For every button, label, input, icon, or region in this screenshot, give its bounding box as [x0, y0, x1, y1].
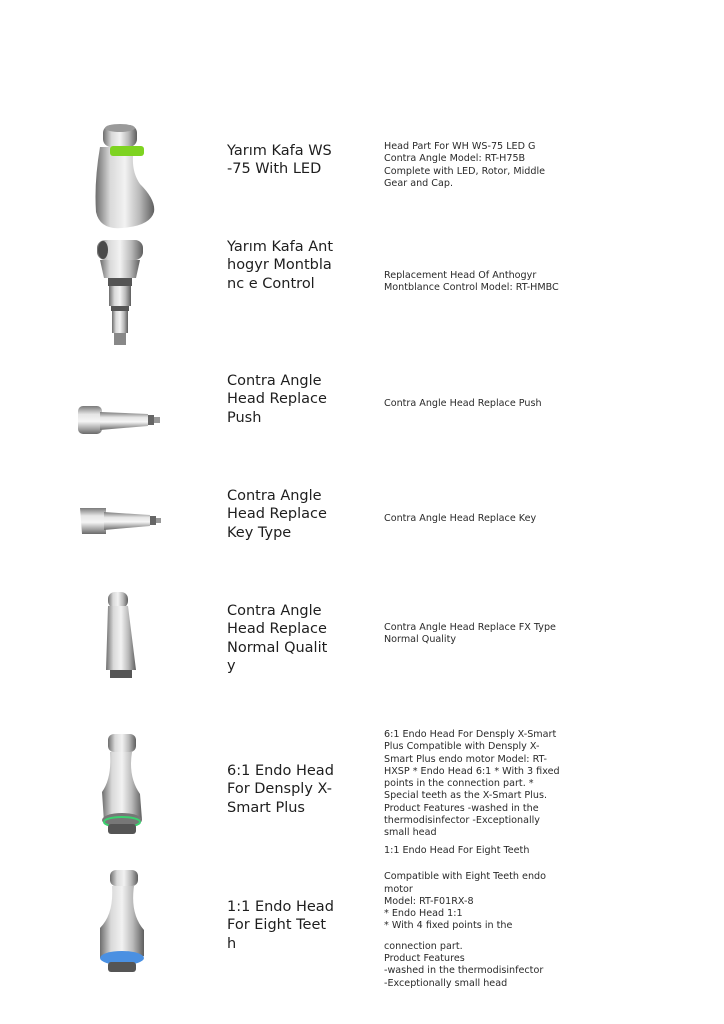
product-title: 1:1 Endo Head For Eight Teeth	[227, 899, 334, 952]
product-description: Head Part For WH WS-75 LED G Contra Angle Model: RT-H75B Complete with LED, Rotor, Middle Gear and Cap.	[384, 141, 546, 189]
product-description: Contra Angle Head Replace Key	[384, 513, 537, 524]
description-line: Compatible with Eight Teeth endo motor	[384, 871, 546, 895]
description-line: * With 4 fixed points in the	[384, 920, 513, 932]
product-description: Contra Angle Head Replace Push	[384, 398, 542, 409]
description-line: * Endo Head 1:1	[384, 908, 463, 920]
description-line: connection part.	[384, 940, 463, 952]
product-description	[384, 845, 560, 990]
endo-head-blue-icon	[70, 868, 170, 980]
description-line: 1:1 Endo Head For Eight Teeth	[384, 845, 530, 856]
product-title: 6:1 Endo Head For Densply X-Smart Plus	[227, 763, 334, 816]
endo-head-green-icon	[70, 732, 170, 842]
product-title: Contra Angle Head Replace Key Type	[227, 488, 327, 541]
description-line: Product Features	[384, 953, 465, 965]
contra-angle-key-icon	[70, 500, 170, 540]
product-title: Contra Angle Head Replace Normal Quality	[227, 603, 328, 674]
product-description: Replacement Head Of Anthogyr Montblance Control Model: RT-HMBC	[384, 270, 559, 294]
product-description: Contra Angle Head Replace FX Type Normal Quality	[384, 622, 556, 646]
product-title: Yarım Kafa Anthogyr Montblanc e Control	[227, 239, 334, 292]
contra-angle-push-icon	[70, 398, 170, 442]
product-title: Contra Angle Head Replace Push	[227, 373, 327, 426]
description-line: -Exceptionally small head	[384, 977, 508, 989]
description-line: -washed in the thermodisinfector	[384, 965, 544, 977]
replacement-head-icon	[70, 238, 170, 348]
description-line: Model: RT-F01RX-8	[384, 895, 474, 907]
product-title: Yarım Kafa WS-75 With LED	[227, 143, 332, 178]
product-description: 6:1 Endo Head For Densply X-Smart Plus Compatible with Densply X-Smart Plus endo motor Model: RT-HXSP * Endo Head 6:1 * With 3 fixed points in the connection part. * Special teeth as the X-Smart Plus. Product Features -washed in the thermodisinfector -Exceptionally small head	[384, 729, 560, 839]
contra-angle-fx-icon	[70, 590, 170, 682]
handpiece-head-green-ring-icon	[70, 122, 170, 232]
